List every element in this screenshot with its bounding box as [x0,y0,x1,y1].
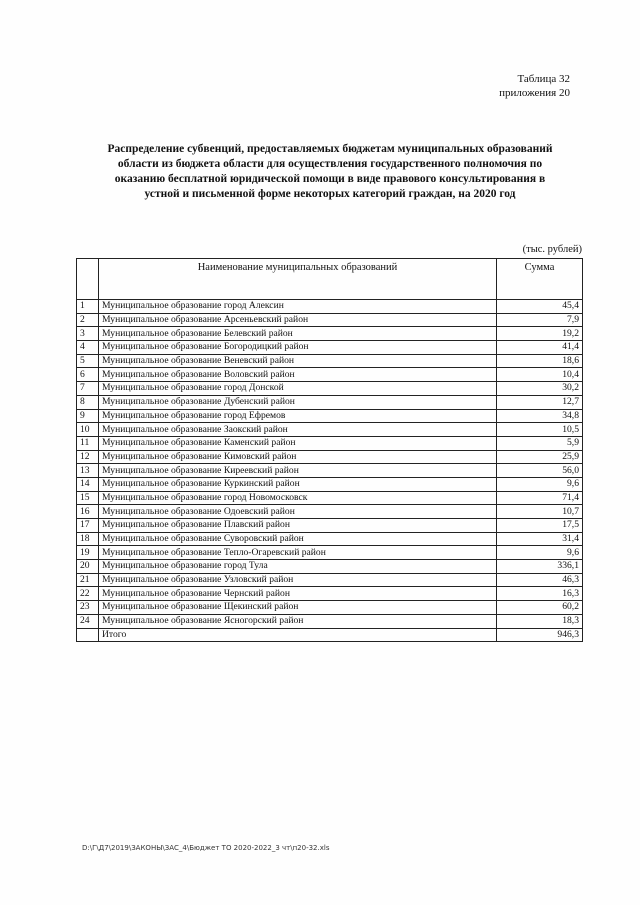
row-number-cell: 11 [77,436,99,450]
row-name-cell: Муниципальное образование Белевский район [99,327,497,341]
table-row [77,341,583,355]
subsidy-table [76,258,583,642]
row-number-cell: 22 [77,587,99,601]
row-sum-cell: 7,9 [497,313,583,327]
header-number-cell [77,259,99,300]
total-label-cell: Итого [99,628,497,642]
row-sum-cell: 336,1 [497,560,583,574]
row-number-cell: 8 [77,395,99,409]
row-name-cell: Муниципальное образование Суворовский район [99,532,497,546]
row-number-cell: 16 [77,505,99,519]
row-sum-cell: 31,4 [497,532,583,546]
row-number-cell: 7 [77,382,99,396]
row-number-cell: 12 [77,450,99,464]
row-number-cell: 2 [77,313,99,327]
row-number-cell: 18 [77,532,99,546]
row-name-cell: Муниципальное образование Дубенский район [99,395,497,409]
row-sum-cell: 30,2 [497,382,583,396]
row-sum-cell: 16,3 [497,587,583,601]
table-row [77,423,583,437]
row-name-cell: Муниципальное образование Киреевский район [99,464,497,478]
row-sum-cell: 46,3 [497,573,583,587]
table-row [77,409,583,423]
row-number-cell: 19 [77,546,99,560]
row-sum-cell: 10,4 [497,368,583,382]
row-name-cell: Муниципальное образование город Новомосковск [99,491,497,505]
row-sum-cell: 10,7 [497,505,583,519]
table-row [77,546,583,560]
row-name-cell: Муниципальное образование Ясногорский район [99,614,497,628]
row-name-cell: Муниципальное образование Чернский район [99,587,497,601]
row-name-cell: Муниципальное образование Заокский район [99,423,497,437]
row-name-cell: Муниципальное образование город Тула [99,560,497,574]
document-title [70,142,590,202]
table-row [77,519,583,533]
row-number-cell: 21 [77,573,99,587]
row-number-cell: 13 [77,464,99,478]
row-name-cell: Муниципальное образование город Ефремов [99,409,497,423]
row-name-cell: Муниципальное образование город Донской [99,382,497,396]
row-sum-cell: 18,6 [497,354,583,368]
row-number-cell: 1 [77,300,99,314]
table-row [77,395,583,409]
row-name-cell: Муниципальное образование Богородицкий район [99,341,497,355]
row-sum-cell: 34,8 [497,409,583,423]
row-name-cell: Муниципальное образование Щекинский район [99,601,497,615]
row-number-cell: 24 [77,614,99,628]
row-name-cell: Муниципальное образование Плавский район [99,519,497,533]
table-number: Таблица 32 [517,73,570,85]
total-sum-cell: 946,3 [497,628,583,642]
header-name-cell: Наименование муниципальных образований [99,259,497,300]
table-row [77,368,583,382]
row-number-cell: 15 [77,491,99,505]
row-sum-cell: 9,6 [497,477,583,491]
row-name-cell: Муниципальное образование Арсеньевский район [99,313,497,327]
table-body [77,300,583,642]
row-sum-cell: 60,2 [497,601,583,615]
row-number-cell: 3 [77,327,99,341]
row-name-cell: Муниципальное образование Куркинский район [99,477,497,491]
table-row [77,382,583,396]
row-sum-cell: 25,9 [497,450,583,464]
table-row [77,601,583,615]
row-number-cell: 9 [77,409,99,423]
title-line: области из бюджета области для осуществления государственного полномочия по [117,158,543,170]
row-sum-cell: 18,3 [497,614,583,628]
units-label: (тыс. рублей) [522,244,582,255]
row-name-cell: Муниципальное образование Кимовский район [99,450,497,464]
row-name-cell: Муниципальное образование Каменский район [99,436,497,450]
title-line: устной и письменной форме некоторых категорий граждан, на 2020 год [144,188,516,200]
table-header-row [77,259,583,300]
row-sum-cell: 12,7 [497,395,583,409]
row-name-cell: Муниципальное образование Тепло-Огаревский район [99,546,497,560]
row-sum-cell: 71,4 [497,491,583,505]
table-row [77,614,583,628]
row-number-cell: 23 [77,601,99,615]
table-row [77,464,583,478]
table-row [77,327,583,341]
file-path-footer: D:\Г\Д7\2019\ЗАКОНЫ\ЗАС_4\Бюджет ТО 2020-2022_3 чт\п20-32.xls [82,844,330,852]
table-row [77,532,583,546]
table-reference [499,72,570,100]
table-row [77,354,583,368]
row-sum-cell: 19,2 [497,327,583,341]
row-sum-cell: 41,4 [497,341,583,355]
row-name-cell: Муниципальное образование Веневский район [99,354,497,368]
table-row [77,573,583,587]
table-row [77,313,583,327]
row-sum-cell: 17,5 [497,519,583,533]
row-number-cell: 4 [77,341,99,355]
title-line: Распределение субвенций, предоставляемых бюджетам муниципальных образований [107,143,553,155]
row-number-cell: 20 [77,560,99,574]
row-sum-cell: 45,4 [497,300,583,314]
total-row [77,628,583,642]
row-number-cell: 17 [77,519,99,533]
table-row [77,300,583,314]
table-row [77,587,583,601]
table-row [77,505,583,519]
row-number-cell: 10 [77,423,99,437]
header-sum-cell: Сумма [497,259,583,300]
row-name-cell: Муниципальное образование Одоевский район [99,505,497,519]
row-number-cell: 6 [77,368,99,382]
table-row [77,477,583,491]
table-row [77,560,583,574]
total-number-cell [77,628,99,642]
table-row [77,491,583,505]
row-name-cell: Муниципальное образование Воловский район [99,368,497,382]
row-sum-cell: 9,6 [497,546,583,560]
row-name-cell: Муниципальное образование город Алексин [99,300,497,314]
appendix-number: приложения 20 [499,87,570,99]
row-name-cell: Муниципальное образование Узловский район [99,573,497,587]
row-sum-cell: 10,5 [497,423,583,437]
row-sum-cell: 56,0 [497,464,583,478]
title-line: оказанию бесплатной юридической помощи в виде правового консультирования в [114,173,546,185]
row-number-cell: 14 [77,477,99,491]
row-sum-cell: 5,9 [497,436,583,450]
table-row [77,450,583,464]
table-row [77,436,583,450]
row-number-cell: 5 [77,354,99,368]
